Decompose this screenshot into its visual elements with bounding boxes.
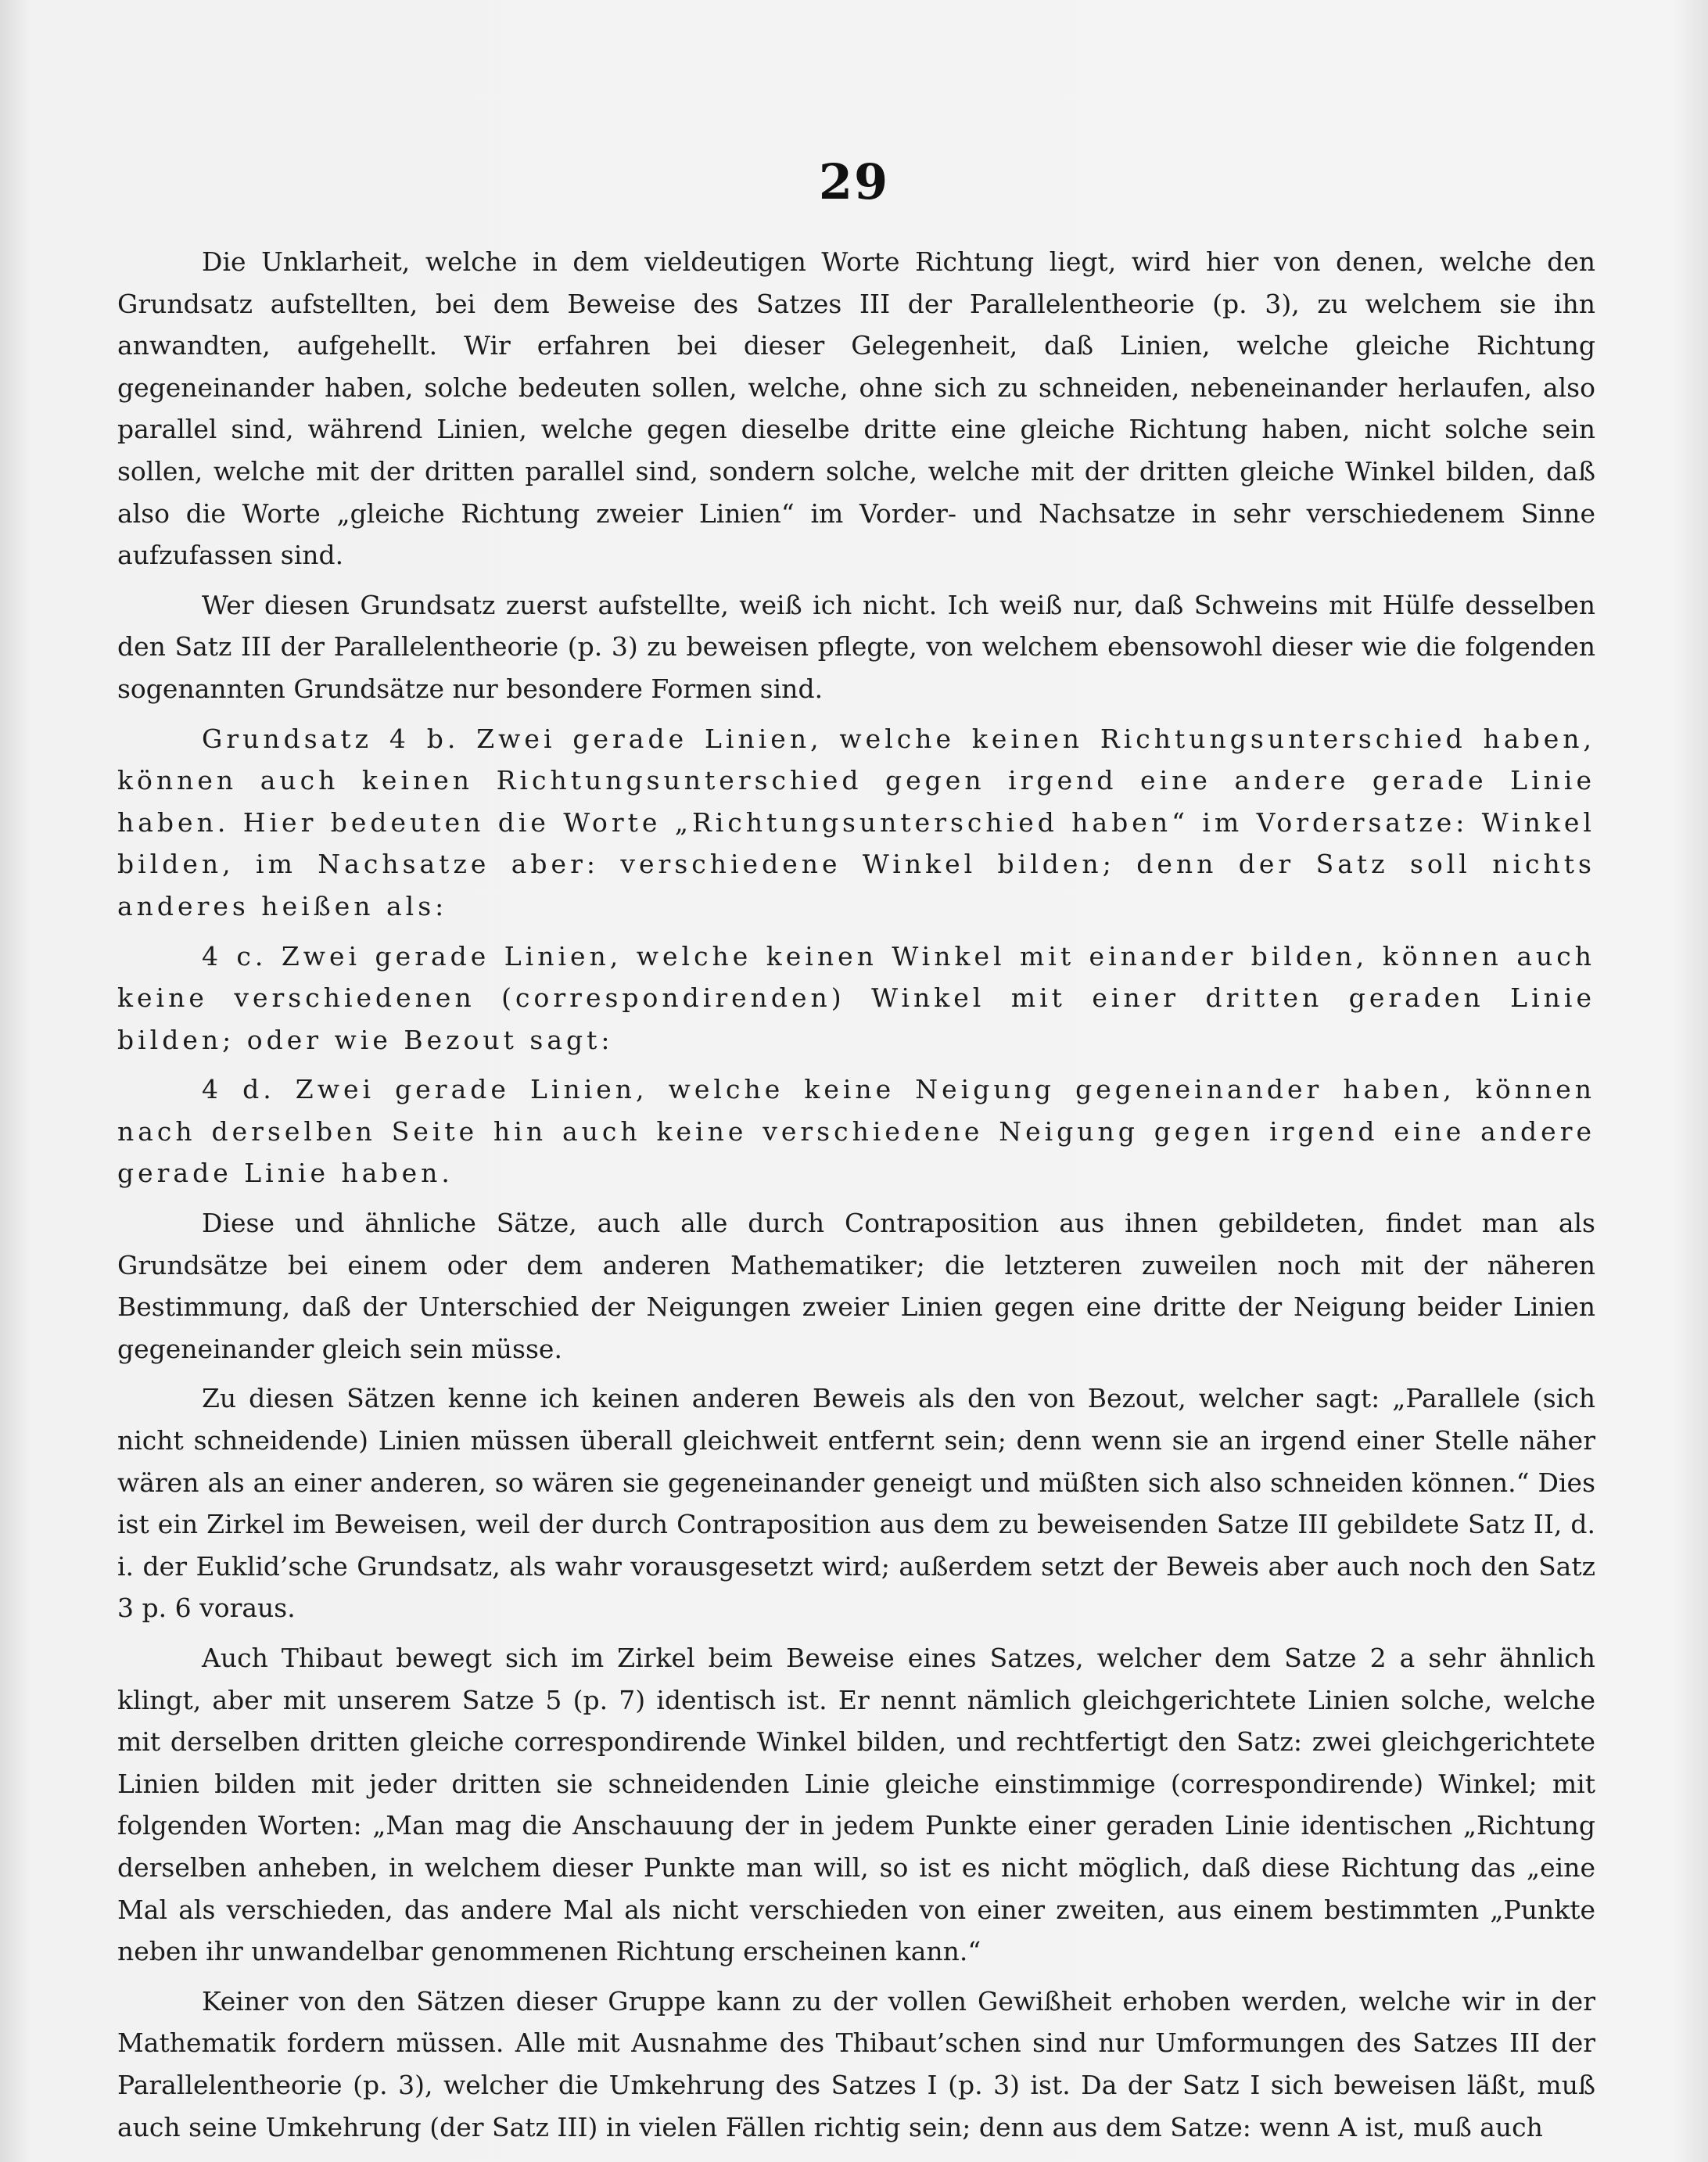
paragraph-thibaut: Auch Thibaut bewegt sich im Zirkel beim Beweise eines Satzes, welcher dem Satze 2 a sehr ähnlich klingt, aber mit unserem Satze 5 (p. 7) identisch ist. Er nennt nämlich gleichgerichtete Linien solche, welche mit derselben dritten gleiche correspondirende Winkel bilden, und rechtfertigt den Satz: zwei gleichgerichtete Linien bilden mit jeder dritten sie schneidenden Linie gleiche einstimmige (correspondirende) Winkel; mit folgenden Worten: „Man mag die Anschauung der in jedem Punkte einer geraden Linie identischen „Richtung derselben anheben, in welchem dieser Punkte man will, so ist es nicht möglich, daß diese Richtung das „eine Mal als verschieden, das andere Mal als nicht verschieden von einer zweiten, aus einem bestimmten „Punkte neben ihr unwandelbar genommenen Richtung erscheinen kann.“: [117, 1643, 1595, 1967]
paragraph-4d: 4 d. Zwei gerade Linien, welche keine Neigung gegeneinander haben, können nach derselben Seite hin auch keine verschiedene Neigung gegen irgend eine andere gerade Linie haben.: [117, 1074, 1595, 1189]
paragraph-4c: 4 c. Zwei gerade Linien, welche keinen Winkel mit einander bilden, können auch keine verschiedenen (correspondirenden) Winkel mit einer dritten geraden Linie bilden; oder wie Bezout sagt:: [117, 940, 1595, 1055]
paragraph-schweins: Wer diesen Grundsatz zuerst aufstellte, weiß ich nicht. Ich weiß nur, daß Schweins mit Hülfe desselben den Satz III der Parallelentheorie (p. 3) zu beweisen pflegte, von welchem ebensowohl dieser wie die folgenden sogenannten Grundsätze nur besondere Formen sind.: [117, 589, 1595, 704]
paragraph-aehnliche-saetze: Diese und ähnliche Sätze, auch alle durch Contraposition aus ihnen gebildeten, findet man als Grundsätze bei einem oder dem anderen Mathematiker; die letzteren zuweilen noch mit der näheren Bestimmung, daß der Unterschied der Neigungen zweier Linien gegen eine dritte der Neigung beider Linien gegeneinander gleich sein müsse.: [117, 1208, 1595, 1364]
page-number: 29: [818, 153, 890, 210]
paragraph-grundsatz-4b: Grundsatz 4 b. Zwei gerade Linien, welche keinen Richtungsunterschied haben, können auch keinen Richtungsunterschied gegen irgend eine andere gerade Linie haben. Hier bedeuten die Worte „Richtungsunterschied haben“ im Vordersatze: Winkel bilden, im Nachsatze aber: verschiedene Winkel bilden; denn der Satz soll nichts anderes heißen als:: [117, 723, 1595, 921]
paragraph-keiner: Keiner von den Sätzen dieser Gruppe kann zu der vollen Gewißheit erhoben werden, welche wir in der Mathematik fordern müssen. Alle mit Ausnahme des Thibaut’schen sind nur Umformungen des Satzes III der Parallelentheorie (p. 3), welcher die Umkehrung des Satzes I (p. 3) ist. Da der Satz I sich beweisen läßt, muß auch seine Umkehrung (der Satz III) in vielen Fällen richtig sein; denn aus dem Satze: wenn A ist, muß auch: [117, 1985, 1595, 2142]
paragraph-unklarheit: Die Unklarheit, welche in dem vieldeutigen Worte Richtung liegt, wird hier von denen, welche den Grundsatz aufstellten, bei dem Beweise des Satzes III der Parallelentheorie (p. 3), zu welchem sie ihn anwandten, aufgehellt. Wir erfahren bei dieser Gelegenheit, daß Linien, welche gleiche Richtung gegeneinander haben, solche bedeuten sollen, welche, ohne sich zu schneiden, nebeneinander herlaufen, also parallel sind, während Linien, welche gegen dieselbe dritte eine gleiche Richtung haben, nicht solche sein sollen, welche mit der dritten parallel sind, sondern solche, welche mit der dritten gleiche Winkel bilden, daß also die Worte „gleiche Richtung zweier Linien“ im Vorder- und Nachsatze in sehr verschiedenem Sinne aufzufassen sind.: [117, 246, 1595, 571]
page-body: [117, 241, 1595, 2156]
paragraph-bezout: Zu diesen Sätzen kenne ich keinen anderen Beweis als den von Bezout, welcher sagt: „Parallele (sich nicht schneidende) Linien müssen überall gleichweit entfernt sein; denn wenn sie an irgend einer Stelle näher wären als an einer anderen, so wären sie gegeneinander geneigt und müßten sich also schneiden können.“ Dies ist ein Zirkel im Beweisen, weil der durch Contraposition aus dem zu beweisenden Satze III gebildete Satz II, d. i. der Euklid’sche Grundsatz, als wahr vorausgesetzt wird; außerdem setzt der Beweis aber auch noch den Satz 3 p. 6 voraus.: [117, 1383, 1595, 1624]
